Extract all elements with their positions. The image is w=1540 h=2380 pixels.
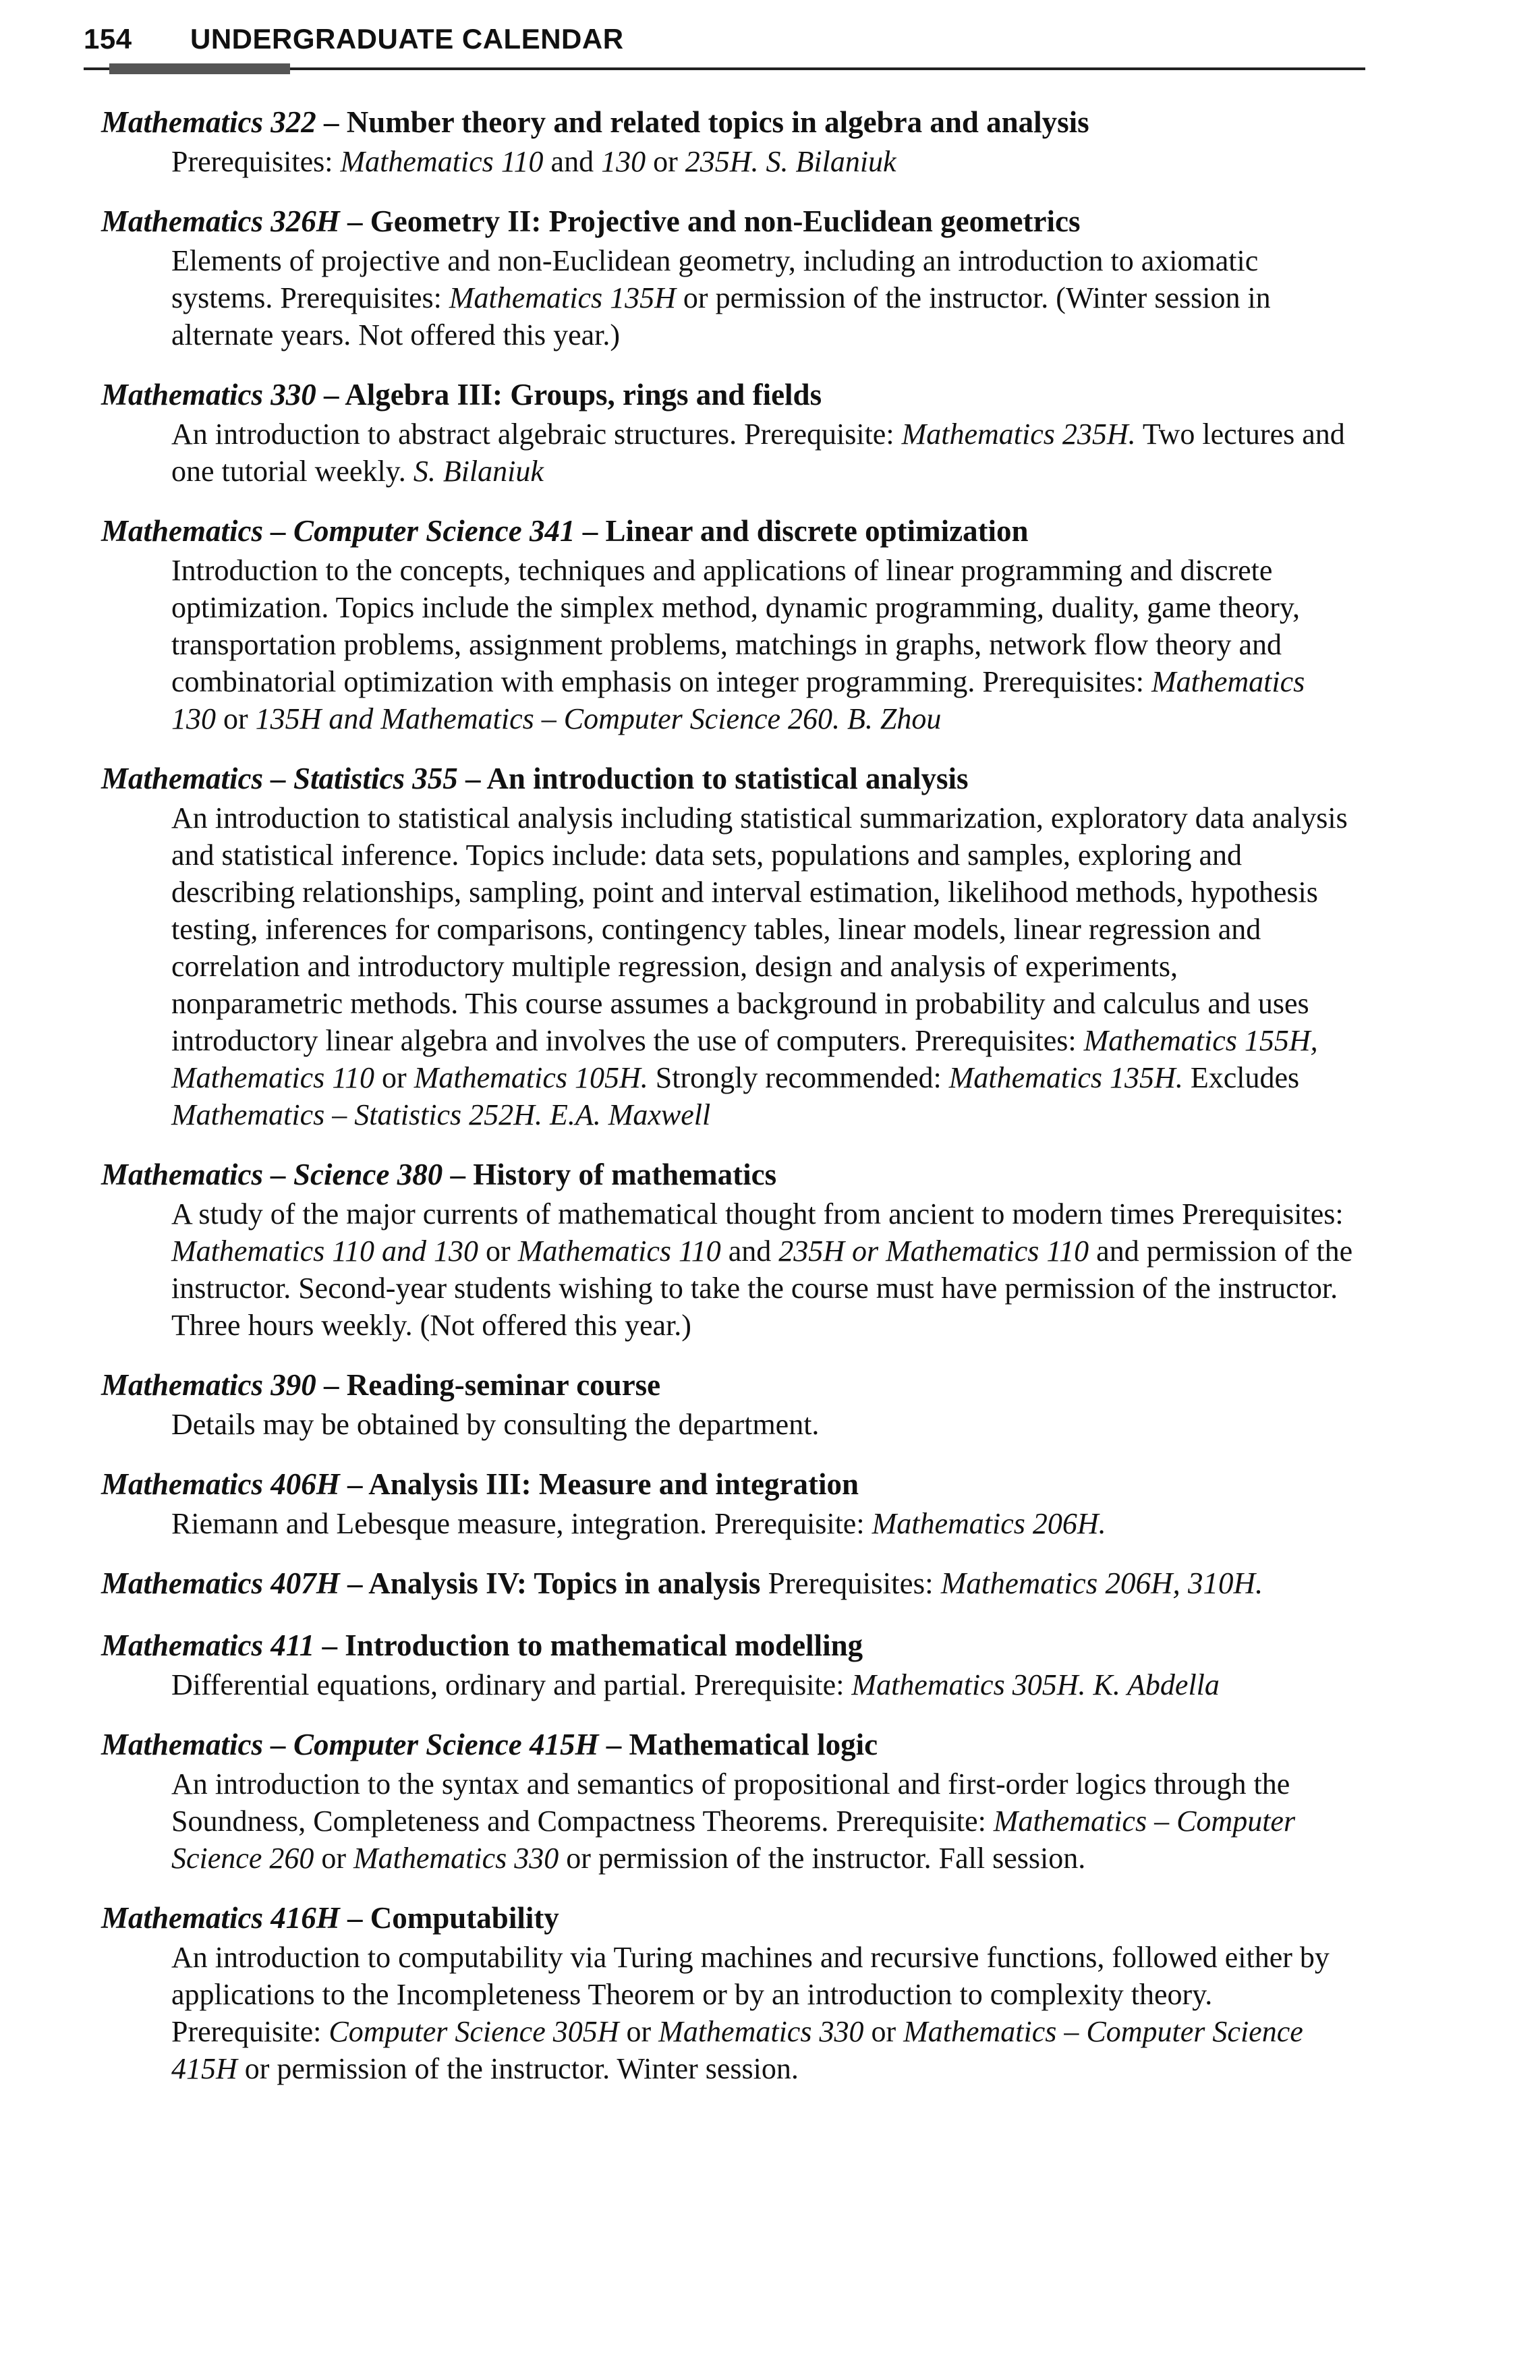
course-code: Mathematics 330 — [101, 378, 316, 412]
course-heading — [101, 200, 1356, 242]
description-italic-text: Mathematics 235H. — [901, 418, 1136, 451]
description-text: Elements of projective and non-Euclidean geometry, including an introduction to axiomatic systems. Prerequisites: — [171, 244, 1259, 314]
description-italic-text: 235H or Mathematics 110 — [778, 1235, 1089, 1268]
description-text: An introduction to computability via Turing machines and recursive functions, followed either by applications to the Incompleteness Theorem or by an introduction to complexity theory. Prerequisite: — [171, 1941, 1330, 2048]
course-code: Mathematics 406H — [101, 1467, 340, 1501]
course-heading — [101, 510, 1356, 552]
course-title: Linear and discrete optimization — [605, 514, 1029, 548]
course-description — [171, 1666, 1356, 1703]
page-header — [84, 15, 1365, 77]
course-list — [101, 101, 1356, 2107]
heading-separator: – — [316, 105, 347, 139]
course-description — [171, 1939, 1356, 2087]
course-title: Introduction to mathematical modelling — [345, 1628, 863, 1662]
course-entry — [101, 1154, 1356, 1344]
course-description — [171, 242, 1356, 353]
description-italic-text: S. Bilaniuk — [413, 455, 544, 488]
description-italic-text: Mathematics 105H. — [413, 1061, 648, 1094]
description-italic-text: 235H. S. Bilaniuk — [685, 145, 896, 178]
course-entry — [101, 1724, 1356, 1877]
course-entry — [101, 200, 1356, 353]
course-heading — [101, 1562, 1356, 1604]
course-title: Reading-seminar course — [346, 1368, 661, 1402]
course-heading — [101, 1364, 1356, 1406]
heading-separator: – — [443, 1158, 474, 1191]
description-italic-text: Mathematics 305H. K. Abdella — [851, 1668, 1220, 1701]
heading-separator: – — [316, 378, 345, 412]
description-text: Two lectures and one tutorial weekly. — [171, 418, 1345, 488]
course-description — [171, 1406, 1356, 1443]
course-entry — [101, 374, 1356, 490]
description-text: or — [374, 1061, 414, 1094]
course-heading — [101, 1463, 1356, 1505]
description-text: Introduction to the concepts, techniques and applications of linear programming and discrete optimization. Topics include the simplex method, dynamic programming, duality, game theory, transportation problems, assignment problems, matchings in graphs, network flow theory and combinatorial optimization with emphasis on integer programming. Prerequisites: — [171, 554, 1301, 698]
course-title: Mathematical logic — [629, 1728, 878, 1761]
course-title: Analysis III: Measure and integration — [368, 1467, 859, 1501]
description-text: Excludes — [1182, 1061, 1300, 1094]
course-code: Mathematics 407H — [101, 1566, 340, 1600]
course-code: Mathematics – Statistics 355 — [101, 762, 458, 795]
description-italic-text: Mathematics – Computer Science 260 — [171, 1805, 1296, 1875]
course-code: Mathematics – Science 380 — [101, 1158, 443, 1191]
course-inline-text: Prerequisites: — [760, 1566, 941, 1600]
course-heading — [101, 1624, 1356, 1666]
description-text: or permission of the instructor. Fall session. — [559, 1842, 1086, 1875]
description-text: Prerequisites: — [171, 145, 341, 178]
header-rule-accent — [109, 63, 290, 74]
description-italic-text: Mathematics – Computer Science 415H — [171, 2015, 1303, 2085]
heading-separator: – — [457, 762, 487, 795]
course-description — [171, 416, 1356, 490]
course-title: Analysis IV: Topics in analysis — [368, 1566, 761, 1600]
course-code: Mathematics 411 — [101, 1628, 315, 1662]
course-heading — [101, 101, 1356, 143]
course-entry — [101, 1562, 1356, 1604]
course-entry — [101, 510, 1356, 737]
course-description — [171, 1195, 1356, 1344]
course-heading — [101, 1724, 1356, 1765]
course-heading — [101, 758, 1356, 799]
course-title: Geometry II: Projective and non-Euclidean geometrics — [370, 204, 1081, 238]
description-italic-text: Mathematics 135H — [449, 281, 676, 314]
course-title: Algebra III: Groups, rings and fields — [345, 378, 822, 412]
description-text: or — [619, 2015, 659, 2048]
description-text: Details may be obtained by consulting the department. — [171, 1408, 820, 1441]
course-title: Number theory and related topics in algebra and analysis — [346, 105, 1089, 139]
description-italic-text: Mathematics 155H, Mathematics 110 — [171, 1024, 1318, 1094]
description-text: and permission of the instructor. Second-year students wishing to take the course must have permission of the instructor. Three hours weekly. (Not offered this year.) — [171, 1235, 1353, 1342]
description-italic-text: Computer Science 305H — [329, 2015, 619, 2048]
course-description — [171, 143, 1356, 180]
running-title: UNDERGRADUATE CALENDAR — [190, 23, 624, 55]
description-text: An introduction to the syntax and semantics of propositional and first-order logics through the Soundness, Completeness and Compactness Theorems. Prerequisite: — [171, 1767, 1290, 1838]
course-entry — [101, 1364, 1356, 1443]
description-text: An introduction to statistical analysis including statistical summarization, exploratory data analysis and statistical inference. Topics include: data sets, populations and samples, exploring and describing relationships, sampling, point and interval estimation, likelihood methods, hypothesis testing, inferences for comparisons, contingency tables, linear models, linear regression and correlation and introductory multiple regression, design and analysis of experiments, nonparametric methods. This course assumes a background in probability and calculus and uses introductory linear algebra and involves the use of computers. Prerequisites: — [171, 801, 1348, 1057]
course-title: An introduction to statistical analysis — [486, 762, 969, 795]
heading-separator: – — [339, 1467, 369, 1501]
description-italic-text: 130 — [601, 145, 646, 178]
description-text: An introduction to abstract algebraic structures. Prerequisite: — [171, 418, 902, 451]
course-title: Computability — [370, 1901, 559, 1935]
description-italic-text: Mathematics 330 — [658, 2015, 864, 2048]
description-text: or — [478, 1235, 518, 1268]
description-italic-text: Mathematics 206H. — [872, 1507, 1106, 1540]
course-code: Mathematics 322 — [101, 105, 316, 139]
description-italic-text: Mathematics 110 — [340, 145, 544, 178]
course-description — [171, 1765, 1356, 1877]
heading-separator: – — [339, 204, 370, 238]
heading-separator: – — [316, 1368, 347, 1402]
description-text: and — [543, 145, 602, 178]
description-text: or — [216, 702, 256, 735]
description-text: or — [863, 2015, 904, 2048]
course-entry — [101, 758, 1356, 1133]
heading-separator: – — [314, 1628, 345, 1662]
description-text: Riemann and Lebesque measure, integration. Prerequisite: — [171, 1507, 872, 1540]
description-text: Strongly recommended: — [648, 1061, 949, 1094]
course-entry — [101, 101, 1356, 180]
description-text: A study of the major currents of mathematical thought from ancient to modern times Prerequisites: — [171, 1197, 1344, 1230]
course-inline-text: Mathematics 206H, 310H. — [940, 1566, 1263, 1600]
description-italic-text: Mathematics 110 — [517, 1235, 721, 1268]
heading-separator: – — [598, 1728, 629, 1761]
course-code: Mathematics 416H — [101, 1901, 340, 1935]
course-entry — [101, 1897, 1356, 2087]
description-text: or permission of the instructor. (Winter session in alternate years. Not offered this year.) — [171, 281, 1271, 351]
heading-separator: – — [339, 1566, 369, 1600]
course-description — [171, 552, 1356, 737]
description-italic-text: Mathematics 130 — [171, 665, 1305, 735]
description-italic-text: 135H and Mathematics – Computer Science 260. B. Zhou — [255, 702, 942, 735]
course-code: Mathematics 326H — [101, 204, 340, 238]
course-code: Mathematics 390 — [101, 1368, 316, 1402]
description-italic-text: Mathematics – Statistics 252H. E.A. Maxwell — [171, 1098, 711, 1131]
description-italic-text: Mathematics 330 — [353, 1842, 559, 1875]
heading-separator: – — [575, 514, 606, 548]
description-text: or permission of the instructor. Winter session. — [237, 2052, 799, 2085]
course-entry — [101, 1463, 1356, 1542]
description-italic-text: Mathematics 135H. — [948, 1061, 1183, 1094]
course-heading — [101, 1897, 1356, 1939]
course-code: Mathematics – Computer Science 341 — [101, 514, 575, 548]
course-description — [171, 799, 1356, 1133]
description-text: Differential equations, ordinary and partial. Prerequisite: — [171, 1668, 852, 1701]
page-number: 154 — [84, 23, 132, 55]
description-text: or — [314, 1842, 353, 1875]
course-entry — [101, 1624, 1356, 1703]
course-title: History of mathematics — [473, 1158, 777, 1191]
course-description — [171, 1505, 1356, 1542]
description-text: and — [720, 1235, 779, 1268]
heading-separator: – — [339, 1901, 370, 1935]
course-heading — [101, 374, 1356, 416]
course-code: Mathematics – Computer Science 415H — [101, 1728, 599, 1761]
description-text: or — [646, 145, 685, 178]
course-heading — [101, 1154, 1356, 1195]
description-italic-text: Mathematics 110 and 130 — [171, 1235, 479, 1268]
